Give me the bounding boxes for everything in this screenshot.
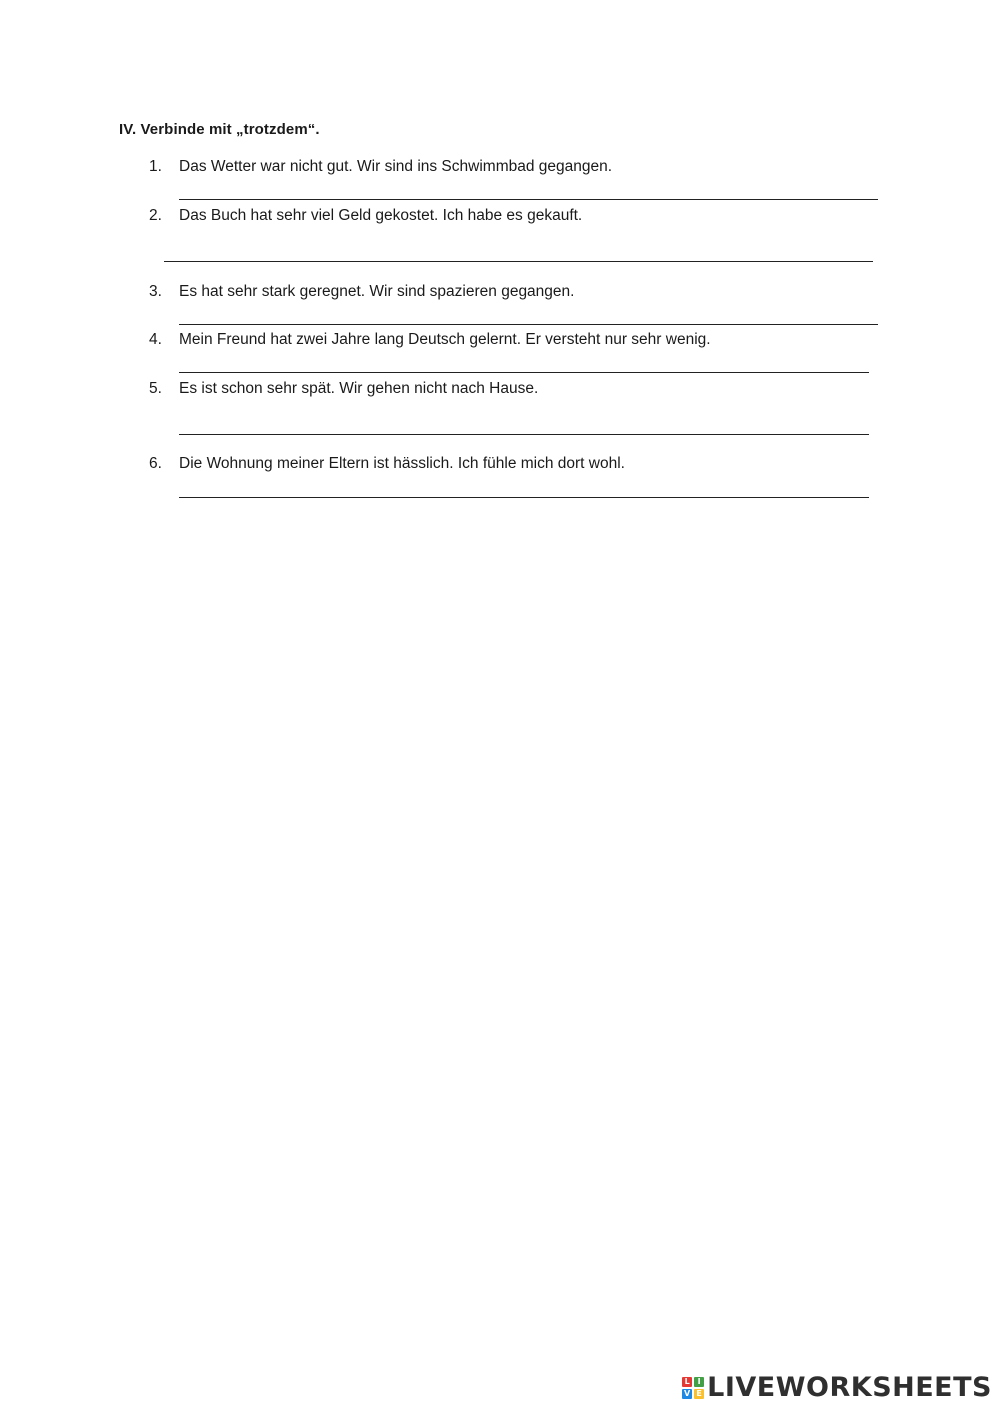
liveworksheets-logo	[682, 1372, 992, 1403]
item-text: Die Wohnung meiner Eltern ist hässlich. Ich fühle mich dort wohl.	[179, 455, 625, 472]
logo-text: LIVEWORKSHEETS	[707, 1372, 992, 1403]
exercise-item-5	[149, 380, 538, 398]
logo-mark-tile: E	[694, 1389, 704, 1399]
item-text: Das Buch hat sehr viel Geld gekostet. Ich habe es gekauft.	[179, 207, 583, 224]
answer-line-3[interactable]	[179, 324, 878, 325]
answer-line-1[interactable]	[179, 199, 878, 200]
item-number: 2.	[149, 207, 162, 224]
item-text: Es hat sehr stark geregnet. Wir sind spazieren gegangen.	[179, 283, 575, 300]
exercise-heading: IV. Verbinde mit „trotzdem“.	[119, 121, 320, 138]
item-number: 3.	[149, 283, 162, 300]
exercise-item-2	[149, 207, 582, 225]
item-number: 6.	[149, 455, 162, 472]
exercise-item-6	[149, 455, 625, 473]
logo-mark-tile: V	[684, 1388, 691, 1398]
answer-line-2[interactable]	[164, 261, 873, 262]
item-number: 5.	[149, 380, 162, 397]
answer-line-5[interactable]	[179, 434, 869, 435]
exercise-item-3	[149, 283, 574, 301]
exercise-item-4	[149, 331, 711, 349]
exercise-item-1	[149, 158, 612, 176]
answer-line-6[interactable]	[179, 497, 869, 498]
item-text: Es ist schon sehr spät. Wir gehen nicht nach Hause.	[179, 380, 539, 397]
item-text: Mein Freund hat zwei Jahre lang Deutsch gelernt. Er versteht nur sehr wenig.	[179, 331, 711, 348]
item-number: 1.	[149, 158, 162, 175]
item-text: Das Wetter war nicht gut. Wir sind ins Schwimmbad gegangen.	[179, 158, 613, 175]
logo-mark-tile: L	[682, 1377, 692, 1387]
logo-mark-tile: I	[694, 1377, 704, 1387]
item-number: 4.	[149, 331, 162, 348]
logo-mark-icon	[682, 1377, 704, 1399]
answer-line-4[interactable]	[179, 372, 869, 373]
